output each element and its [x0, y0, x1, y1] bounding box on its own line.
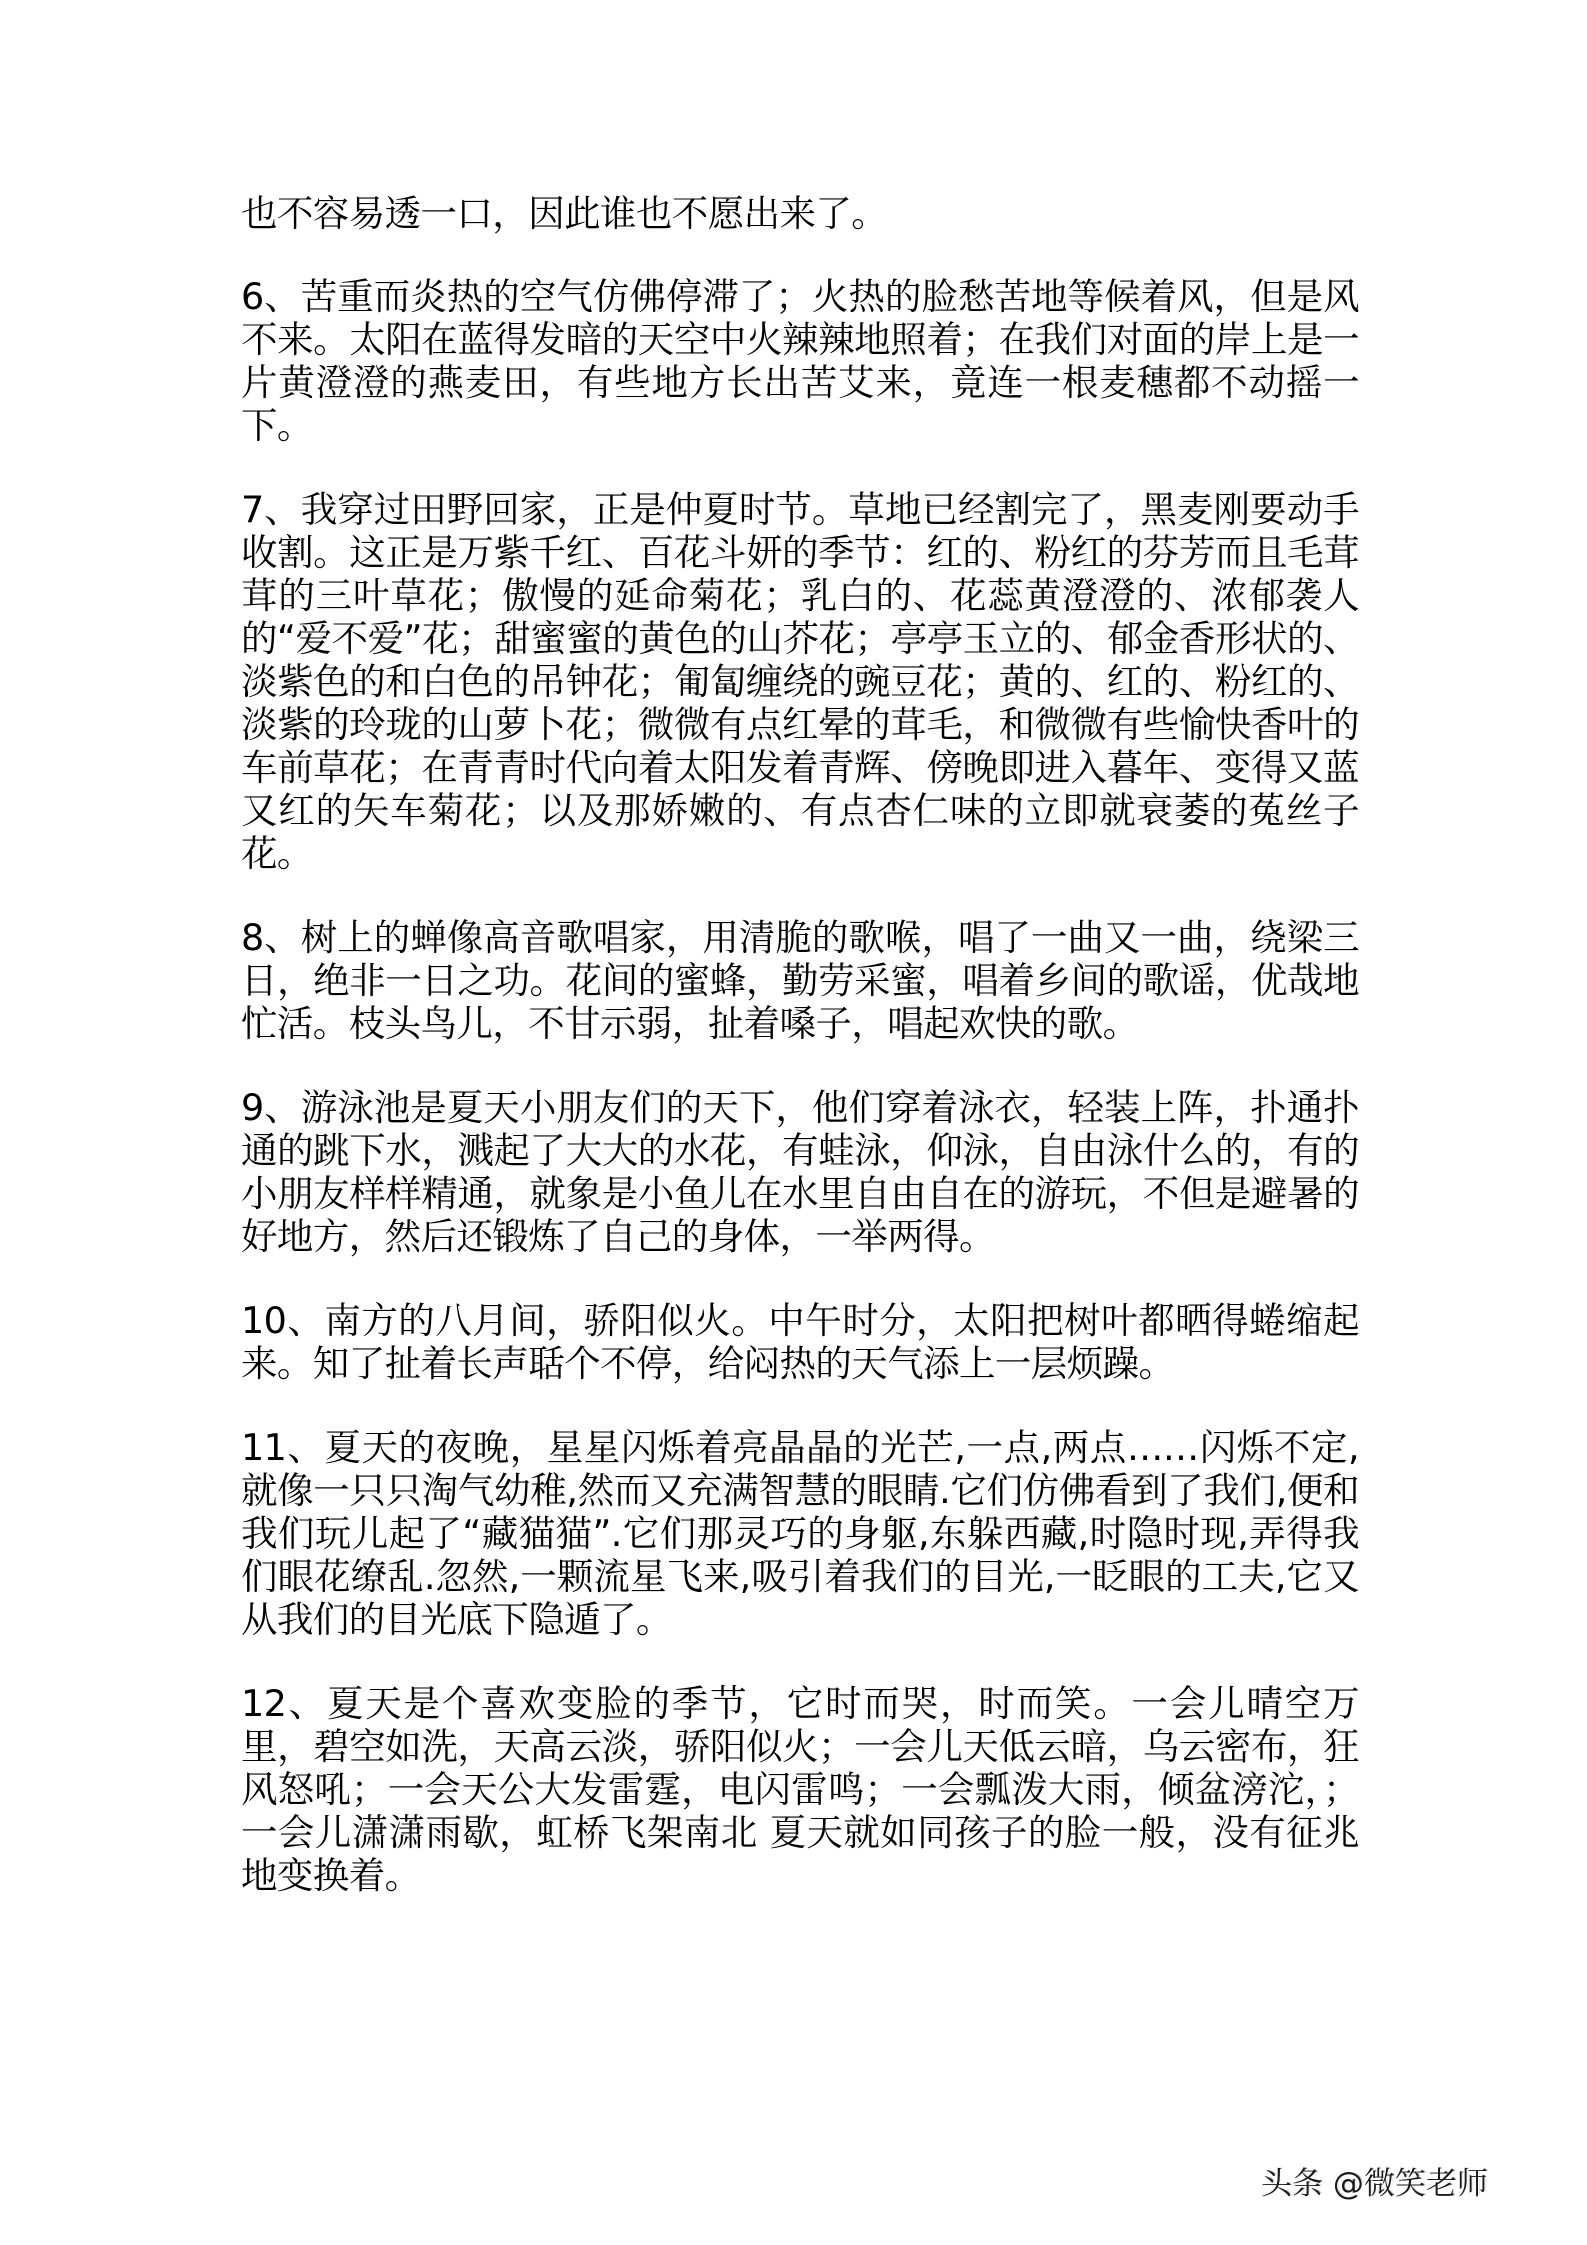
paragraph-11: 11、夏天的夜晚，星星闪烁着亮晶晶的光芒,一点,两点……闪烁不定,就像一只只淘气幼稚,然而又充满智慧的眼睛.它们仿佛看到了我们,便和我们玩儿起了“藏猫猫”.它们那灵巧的身躯,东躲西藏,时隐时现,弄得我们眼花缭乱.忽然,一颗流星飞来,吸引着我们的目光,一眨眼的工夫,它又从我们的目光底下隐遁了。 — [241, 1426, 1359, 1641]
paragraph-continuation: 也不容易透一口，因此谁也不愿出来了。 — [241, 192, 888, 235]
watermark: 头条 @微笑老师 — [1261, 2166, 1488, 2202]
paragraph-9: 9、游泳池是夏天小朋友们的天下，他们穿着泳衣，轻装上阵，扑通扑通的跳下水，溅起了大大的水花，有蛙泳，仰泳，自由泳什么的，有的小朋友样样精通，就象是小鱼儿在水里自由自在的游玩，不但是避暑的好地方，然后还锻炼了自己的身体，一举两得。 — [241, 1086, 1359, 1258]
paragraph-12: 12、夏天是个喜欢变脸的季节，它时而哭，时而笑。一会儿晴空万里，碧空如洗，天高云淡，骄阳似火；一会儿天低云暗，乌云密布，狂风怒吼；一会天公大发雷霆，电闪雷鸣；一会瓢泼大雨，倾盆滂沱，；一会儿潇潇雨歇，虹桥飞架南北 夏天就如同孩子的脸一般，没有征兆地变换着。 — [241, 1682, 1359, 1897]
paragraph-7: 7、我穿过田野回家，正是仲夏时节。草地已经割完了，黑麦刚要动手收割。这正是万紫千红、百花斗妍的季节：红的、粉红的芬芳而且毛茸茸的三叶草花；傲慢的延命菊花；乳白的、花蕊黄澄澄的、浓郁袭人的“爱不爱”花；甜蜜蜜的黄色的山芥花；亭亭玉立的、郁金香形状的、淡紫色的和白色的吊钟花；匍匐缠绕的豌豆花；黄的、红的、粉红的、淡紫的玲珑的山萝卜花；微微有点红晕的茸毛，和微微有些愉快香叶的车前草花；在青青时代向着太阳发着青辉、傍晚即进入暮年、变得又蓝又红的矢车菊花；以及那娇嫩的、有点杏仁味的立即就衰萎的菟丝子花。 — [241, 488, 1359, 875]
paragraph-8: 8、树上的蝉像高音歌唱家，用清脆的歌喉，唱了一曲又一曲，绕梁三日，绝非一日之功。花间的蜜蜂，勤劳采蜜，唱着乡间的歌谣，优哉地忙活。枝头鸟儿，不甘示弱，扯着嗓子，唱起欢快的歌。 — [241, 916, 1359, 1045]
paragraph-6: 6、苦重而炎热的空气仿佛停滞了；火热的脸愁苦地等候着风，但是风不来。太阳在蓝得发暗的天空中火辣辣地照着；在我们对面的岸上是一片黄澄澄的燕麦田，有些地方长出苦艾来，竟连一根麦穗都不动摇一下。 — [241, 275, 1359, 447]
paragraph-10: 10、南方的八月间，骄阳似火。中午时分，太阳把树叶都晒得蜷缩起来。知了扯着长声聒个不停，给闷热的天气添上一层烦躁。 — [241, 1299, 1359, 1385]
document-body — [241, 192, 1359, 1938]
